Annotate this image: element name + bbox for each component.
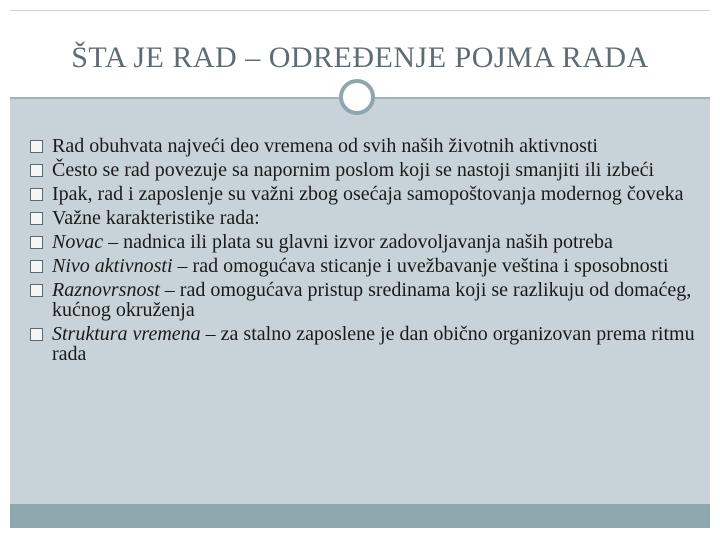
bullet-text: Rad obuhvata najveći deo vremena od svih naših životnih aktivnosti — [52, 135, 598, 157]
checkbox-bullet-icon — [30, 284, 43, 297]
checkbox-bullet-icon — [30, 236, 43, 249]
checkbox-bullet-icon — [30, 164, 43, 177]
slide-title: ŠTA JE RAD – ODREĐENJE POJMA RADA — [71, 41, 649, 74]
bullet-emphasis: Novac — [52, 231, 104, 253]
bullet-item — [28, 232, 700, 252]
bullet-text: Ipak, rad i zaposlenje su važni zbog osećaja samopoštovanja modernog čoveka — [52, 183, 684, 205]
bullet-text: – rad omogućava pristup sredinama koji se razlikuju od domaćeg, kućnog okruženja — [52, 279, 692, 321]
bullet-item — [28, 184, 700, 204]
checkbox-bullet-icon — [30, 188, 43, 201]
bullet-item — [28, 160, 700, 180]
bullet-text: Važne karakteristike rada: — [52, 207, 260, 229]
checkbox-bullet-icon — [30, 328, 43, 341]
bullet-text: – nadnica ili plata su glavni izvor zadovoljavanja naših potreba — [103, 231, 613, 253]
checkbox-bullet-icon — [30, 260, 43, 273]
circle-ornament — [339, 79, 375, 115]
bullet-text: Često se rad povezuje sa napornim poslom koji se nastoji smanjiti ili izbeći — [52, 159, 655, 181]
bullet-emphasis: Struktura vremena — [52, 323, 201, 345]
checkbox-bullet-icon — [30, 140, 43, 153]
bullet-item — [28, 136, 700, 156]
bullet-item — [28, 208, 700, 228]
bullet-item — [28, 324, 700, 364]
bullet-emphasis: Raznovrsnost — [52, 279, 160, 301]
bullet-text: – za stalno zaposlene je dan obično organizovan prema ritmu rada — [52, 323, 695, 365]
bullet-item — [28, 256, 700, 276]
checkbox-bullet-icon — [30, 212, 43, 225]
bullet-list — [28, 136, 700, 368]
bullet-emphasis: Nivo aktivnosti — [52, 255, 173, 277]
footer-bar — [10, 504, 710, 528]
bullet-text: – rad omogućava sticanje i uvežbavanje veština i sposobnosti — [172, 255, 669, 277]
bullet-item — [28, 280, 700, 320]
